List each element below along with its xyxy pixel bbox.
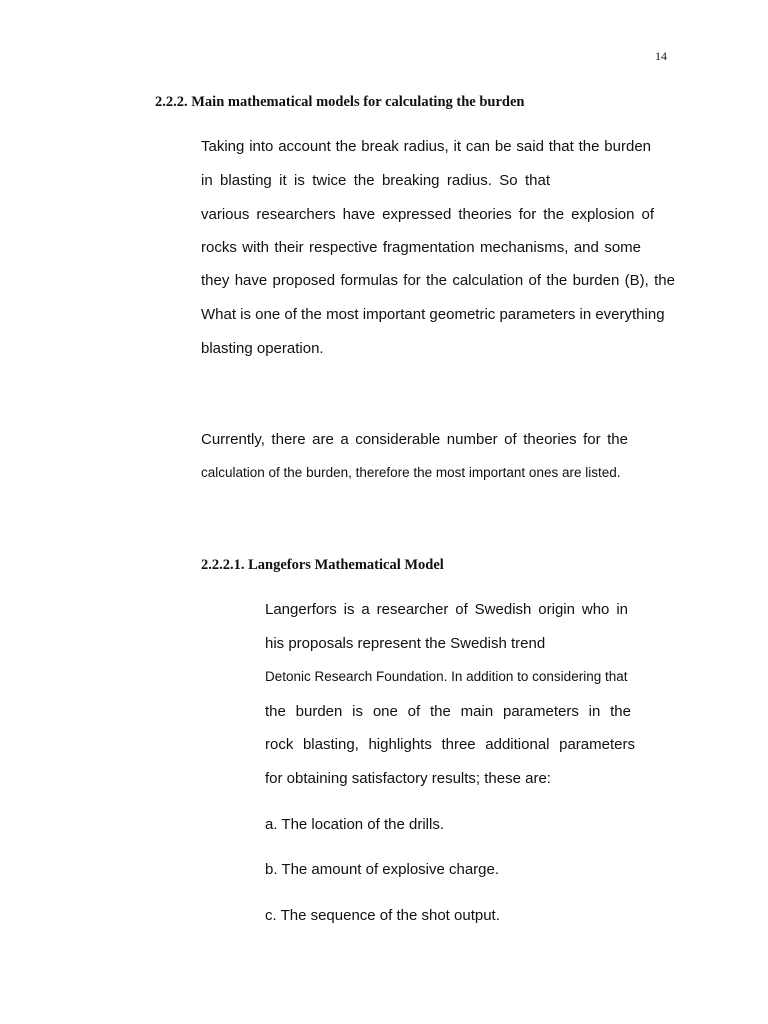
paragraph-1-line: they have proposed formulas for the calculation of the burden (B), the (201, 272, 675, 289)
paragraph-1-line: rocks with their respective fragmentation mechanisms, and some (201, 239, 641, 256)
paragraph-2-line: calculation of the burden, therefore the most important ones are listed. (201, 465, 621, 480)
paragraph-1-line: in blasting it is twice the breaking radius. So that (201, 172, 550, 189)
list-item: c. The sequence of the shot output. (265, 907, 500, 924)
page-number: 14 (655, 49, 667, 63)
paragraph-3-line: for obtaining satisfactory results; these are: (265, 770, 551, 787)
paragraph-1-line: Taking into account the break radius, it can be said that the burden (201, 138, 651, 155)
list-item: b. The amount of explosive charge. (265, 861, 500, 878)
section-heading: 2.2.2. Main mathematical models for calculating the burden (155, 94, 525, 110)
paragraph-3-line: the burden is one of the main parameters in the (265, 703, 631, 720)
paragraph-3-line: Detonic Research Foundation. In addition to considering that (265, 669, 628, 684)
paragraph-2-line: Currently, there are a considerable number of theories for the (201, 431, 628, 448)
paragraph-3-line: rock blasting, highlights three additional parameters (265, 736, 635, 753)
paragraph-1-line: What is one of the most important geometric parameters in everything (201, 306, 665, 323)
paragraph-1-line: blasting operation. (201, 340, 324, 357)
paragraph-3-line: Langerfors is a researcher of Swedish origin who in (265, 601, 628, 618)
paragraph-1-line: various researchers have expressed theories for the explosion of (201, 206, 654, 223)
list-item: a. The location of the drills. (265, 816, 444, 833)
paragraph-3-line: his proposals represent the Swedish trend (265, 635, 546, 652)
subsection-heading: 2.2.2.1. Langefors Mathematical Model (201, 557, 444, 573)
